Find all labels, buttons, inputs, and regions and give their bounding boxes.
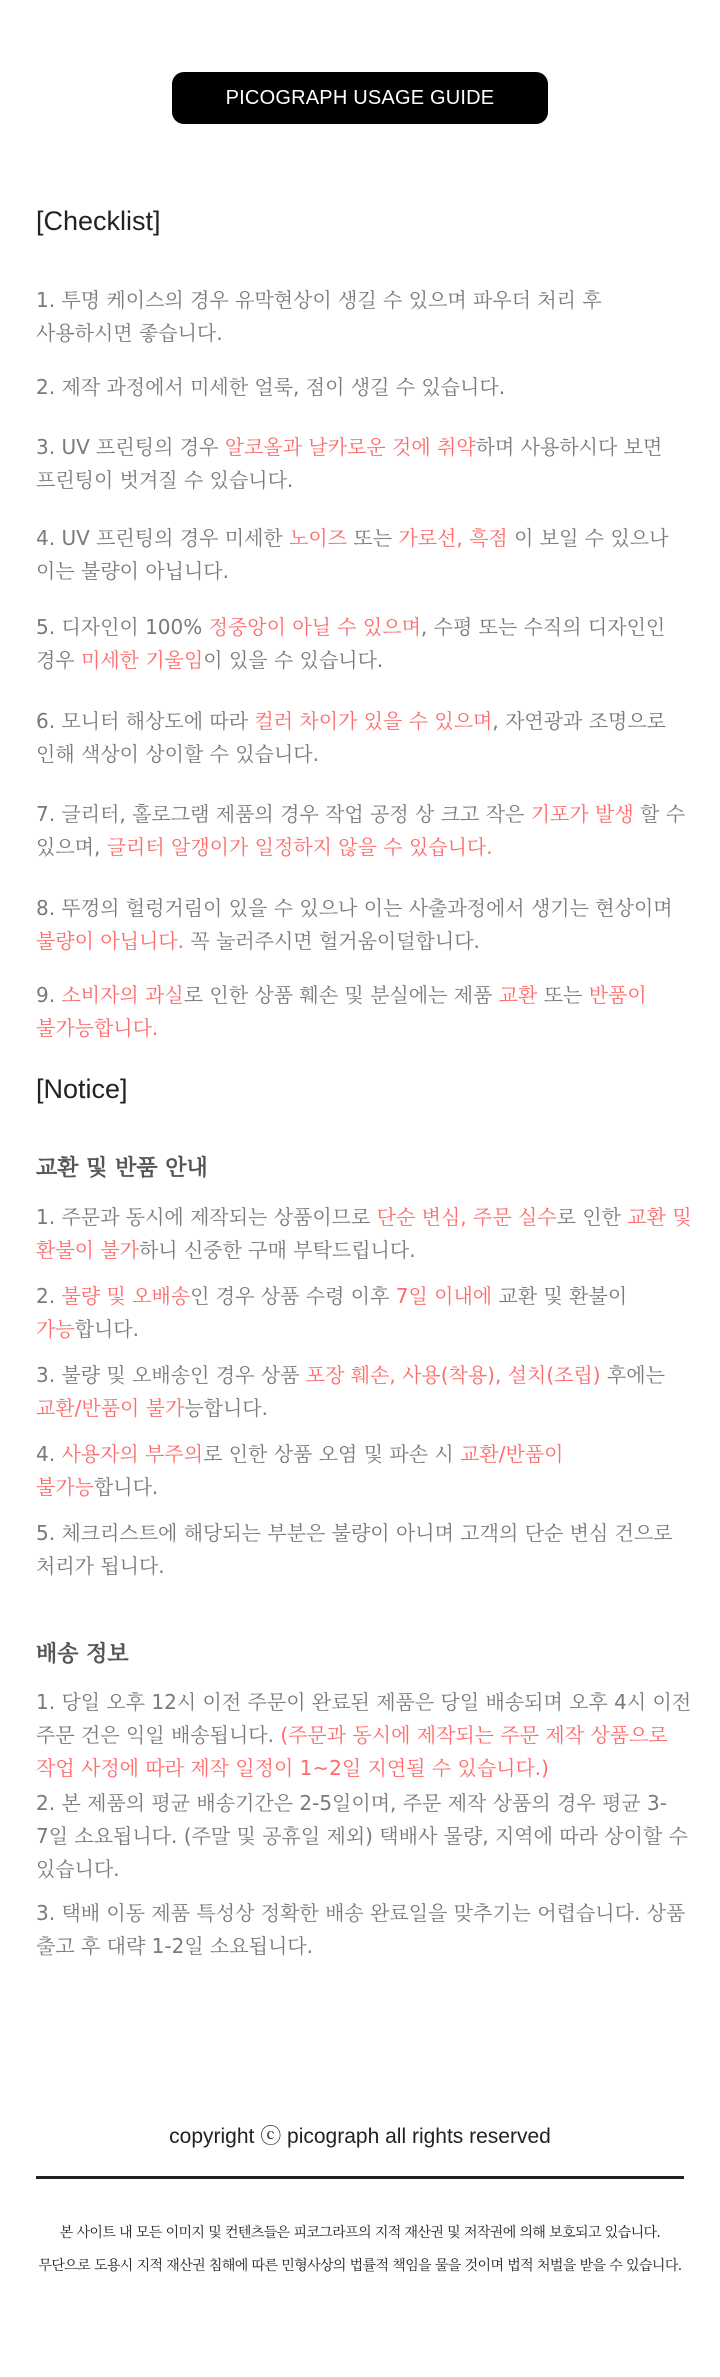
item-text: 이 있을 수 있습니다. bbox=[203, 648, 384, 672]
exchange-policy-title: 교환 및 반품 안내 bbox=[36, 1156, 208, 1181]
item-text: 4. bbox=[36, 1442, 62, 1466]
item-text: 합니다. bbox=[74, 1317, 139, 1341]
list-item bbox=[36, 705, 692, 771]
item-text: 후에는 bbox=[600, 1363, 665, 1387]
item-text: 6. 모니터 해상도에 따라 bbox=[36, 709, 255, 733]
list-item bbox=[36, 979, 692, 1045]
highlighted-text: 교환 bbox=[498, 983, 538, 1007]
highlighted-text: (주문과 동시에 제작되는 주문 제작 상품으로 작업 사정에 따라 제작 일정이 1~2일 지연될 수 있습니다.) bbox=[36, 1723, 668, 1780]
item-text: 5. 체크리스트에 해당되는 부분은 불량이 아니며 고객의 단순 변심 건으로 처리가 됩니다. bbox=[36, 1521, 673, 1578]
item-text: 9. bbox=[36, 983, 62, 1007]
item-text: 2. 본 제품의 평균 배송기간은 2-5일이며, 주문 제작 상품의 경우 평균 3-7일 소요됩니다. (주말 및 공휴일 제외) 택배사 물량, 지역에 따라 상이할 수 있습니다. bbox=[36, 1791, 688, 1881]
highlighted-text: 소비자의 과실 bbox=[61, 983, 184, 1007]
highlighted-text: 알코올과 날카로운 것에 취약 bbox=[224, 435, 476, 459]
list-item bbox=[36, 611, 692, 677]
item-text: 3. UV 프린팅의 경우 bbox=[36, 435, 225, 459]
item-text: 1. 당일 오후 12시 이전 주문이 완료된 제품은 당일 배송되며 오후 4시 이전 주문 건은 익일 배송됩니다. bbox=[36, 1690, 692, 1747]
highlighted-text: 가로선, 흑점 bbox=[398, 526, 508, 550]
item-text: 합니다. bbox=[93, 1475, 159, 1499]
item-text: 3. 택배 이동 제품 특성상 정확한 배송 완료일을 맞추기는 어렵습니다. 상품 출고 후 대략 1-2일 소요됩니다. bbox=[36, 1901, 686, 1958]
usage-guide-badge: PICOGRAPH USAGE GUIDE bbox=[172, 72, 548, 124]
exchange-policy-list bbox=[36, 1201, 692, 1583]
item-text: 꼭 눌러주시면 헐거움이덜합니다. bbox=[183, 929, 480, 953]
item-text: 2. bbox=[36, 1284, 62, 1308]
item-text: 하니 신중한 구매 부탁드립니다. bbox=[138, 1238, 416, 1262]
item-text: 8. 뚜껑의 헐렁거림이 있을 수 있으나 이는 사출과정에서 생기는 현상이며 bbox=[36, 896, 673, 920]
footer-notice-line-1: 본 사이트 내 모든 이미지 및 컨텐츠들은 피코그라프의 지적 재산권 및 저작권에 의해 보호되고 있습니다. bbox=[59, 2225, 661, 2241]
item-text: 또는 bbox=[347, 526, 399, 550]
highlighted-text: 포장 훼손, 사용(착용), 설치(조립) bbox=[305, 1363, 601, 1387]
footer-divider bbox=[36, 2176, 684, 2179]
list-item bbox=[36, 1359, 692, 1425]
item-text: 3. 불량 및 오배송인 경우 상품 bbox=[36, 1363, 306, 1387]
item-text: 1. 주문과 동시에 제작되는 상품이므로 bbox=[36, 1205, 377, 1229]
highlighted-text: 정중앙이 아닐 수 있으며 bbox=[208, 615, 421, 639]
highlighted-text: 반품이 불가능합니다. bbox=[36, 983, 647, 1040]
item-text: 하며 사용하시다 보면 프린팅이 벗겨질 수 있습니다. bbox=[36, 435, 663, 492]
highlighted-text: 불량이 아닙니다. bbox=[36, 929, 184, 953]
item-text: 할 수 있으며, bbox=[36, 802, 686, 859]
list-item bbox=[36, 431, 692, 497]
list-item bbox=[36, 371, 692, 404]
item-text: 로 인한 bbox=[556, 1205, 628, 1229]
highlighted-text: 글리터 알갱이가 일정하지 않을 수 있습니다. bbox=[106, 835, 493, 859]
item-text: 1. 투명 케이스의 경우 유막현상이 생길 수 있으며 파우더 처리 후 사용하시면 좋습니다. bbox=[36, 288, 602, 345]
list-item bbox=[36, 1517, 692, 1583]
list-item bbox=[36, 1787, 692, 1886]
highlighted-text: 컬러 차이가 있을 수 있으며 bbox=[254, 709, 493, 733]
list-item bbox=[36, 1201, 692, 1267]
item-text: , 자연광과 조명으로 인해 색상이 상이할 수 있습니다. bbox=[36, 709, 666, 766]
highlighted-text: 기포가 발생 bbox=[530, 802, 634, 826]
item-text: , 수평 또는 수직의 디자인인 경우 bbox=[36, 615, 666, 672]
list-item bbox=[36, 284, 692, 350]
delivery-info-title: 배송 정보 bbox=[36, 1642, 129, 1667]
item-text: 교환 및 환불이 bbox=[492, 1284, 628, 1308]
checklist-title: [Checklist] bbox=[36, 206, 161, 236]
list-item bbox=[36, 1280, 692, 1346]
item-text: 4. UV 프린팅의 경우 미세한 bbox=[36, 526, 290, 550]
highlighted-text: 불량 및 오배송 bbox=[61, 1284, 191, 1308]
highlighted-text: 단순 변심, 주문 실수 bbox=[376, 1205, 557, 1229]
highlighted-text: 교환/반품이 불가 bbox=[36, 1396, 185, 1420]
footer-notice-line-2: 무단으로 도용시 지적 재산권 침해에 따른 민형사상의 법률적 책임을 물을 것이며 법적 처벌을 받을 수 있습니다. bbox=[38, 2258, 682, 2274]
highlighted-text: 교환/반품이 불가능 bbox=[36, 1442, 564, 1499]
checklist-list bbox=[36, 284, 692, 1045]
item-text: 로 인한 상품 훼손 및 분실에는 제품 bbox=[183, 983, 499, 1007]
list-item bbox=[36, 892, 692, 958]
highlighted-text: 미세한 기울임 bbox=[81, 648, 204, 672]
list-item bbox=[36, 1438, 692, 1504]
item-text: 7. 글리터, 홀로그램 제품의 경우 작업 공정 상 크고 작은 bbox=[36, 802, 531, 826]
highlighted-text: 사용자의 부주의 bbox=[61, 1442, 204, 1466]
highlighted-text: 노이즈 bbox=[289, 526, 348, 550]
delivery-info-list bbox=[36, 1686, 692, 1963]
list-item bbox=[36, 1897, 692, 1963]
copyright-text: copyright ⓒ picograph all rights reserved bbox=[169, 2125, 551, 2148]
item-text: 능합니다. bbox=[184, 1396, 268, 1420]
item-text: 2. 제작 과정에서 미세한 얼룩, 점이 생길 수 있습니다. bbox=[36, 375, 506, 399]
list-item bbox=[36, 798, 692, 864]
item-text: 이 보일 수 있으나 이는 불량이 아닙니다. bbox=[36, 526, 669, 583]
notice-title: [Notice] bbox=[36, 1074, 128, 1104]
list-item bbox=[36, 522, 692, 588]
list-item bbox=[36, 1686, 692, 1785]
item-text: 5. 디자인이 100% bbox=[36, 615, 209, 639]
highlighted-text: 7일 이내에 bbox=[395, 1284, 493, 1308]
item-text: 로 인한 상품 오염 및 파손 시 bbox=[203, 1442, 461, 1466]
highlighted-text: 교환 및 환불이 불가 bbox=[36, 1205, 692, 1262]
item-text: 또는 bbox=[537, 983, 589, 1007]
item-text: 인 경우 상품 수령 이후 bbox=[190, 1284, 396, 1308]
highlighted-text: 가능 bbox=[36, 1317, 75, 1341]
